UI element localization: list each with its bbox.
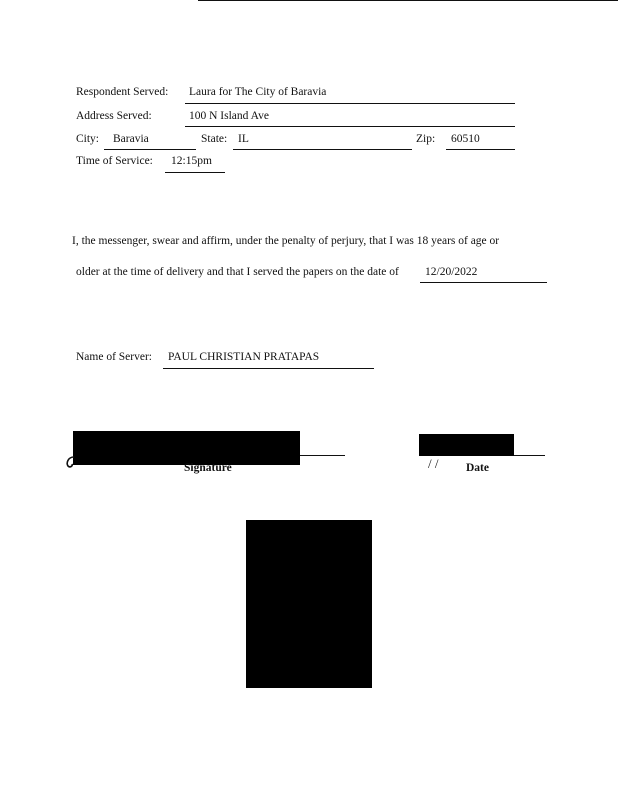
signature-scribble-icon bbox=[64, 454, 78, 470]
affidavit-line-1: I, the messenger, swear and affirm, under the penalty of perjury, that I was 18 years of age or bbox=[72, 235, 500, 247]
respondent-value: Laura for The City of Baravia bbox=[189, 86, 327, 98]
date-slashes: / / bbox=[428, 456, 439, 471]
time-underline bbox=[165, 172, 225, 173]
affidavit-line-2: older at the time of delivery and that I served the papers on the date of bbox=[76, 266, 399, 278]
date-redaction bbox=[419, 434, 514, 456]
state-underline bbox=[233, 149, 412, 150]
affidavit-date-underline bbox=[420, 282, 547, 283]
city-label: City: bbox=[76, 133, 100, 145]
state-label: State: bbox=[201, 133, 228, 145]
server-name-underline bbox=[163, 368, 374, 369]
zip-value: 60510 bbox=[451, 133, 480, 145]
signature-redaction bbox=[73, 431, 300, 465]
city-underline bbox=[104, 149, 196, 150]
date-underline bbox=[514, 455, 545, 456]
respondent-label: Respondent Served: bbox=[76, 86, 169, 98]
date-label: Date bbox=[466, 462, 489, 474]
top-border-line bbox=[198, 0, 618, 1]
zip-label: Zip: bbox=[416, 133, 436, 145]
server-name-label: Name of Server: bbox=[76, 351, 152, 363]
photo-redaction bbox=[246, 520, 372, 688]
address-underline bbox=[185, 126, 515, 127]
zip-underline bbox=[446, 149, 515, 150]
time-value: 12:15pm bbox=[171, 155, 212, 167]
time-label: Time of Service: bbox=[76, 155, 153, 167]
server-name-value: PAUL CHRISTIAN PRATAPAS bbox=[168, 351, 320, 363]
signature-underline bbox=[300, 455, 345, 456]
address-value: 100 N Island Ave bbox=[189, 110, 269, 122]
affidavit-date-value: 12/20/2022 bbox=[425, 266, 478, 278]
address-label: Address Served: bbox=[76, 110, 152, 122]
respondent-underline bbox=[185, 103, 515, 104]
city-value: Baravia bbox=[113, 133, 149, 145]
state-value: IL bbox=[238, 133, 249, 145]
signature-label: Signature bbox=[184, 462, 232, 474]
